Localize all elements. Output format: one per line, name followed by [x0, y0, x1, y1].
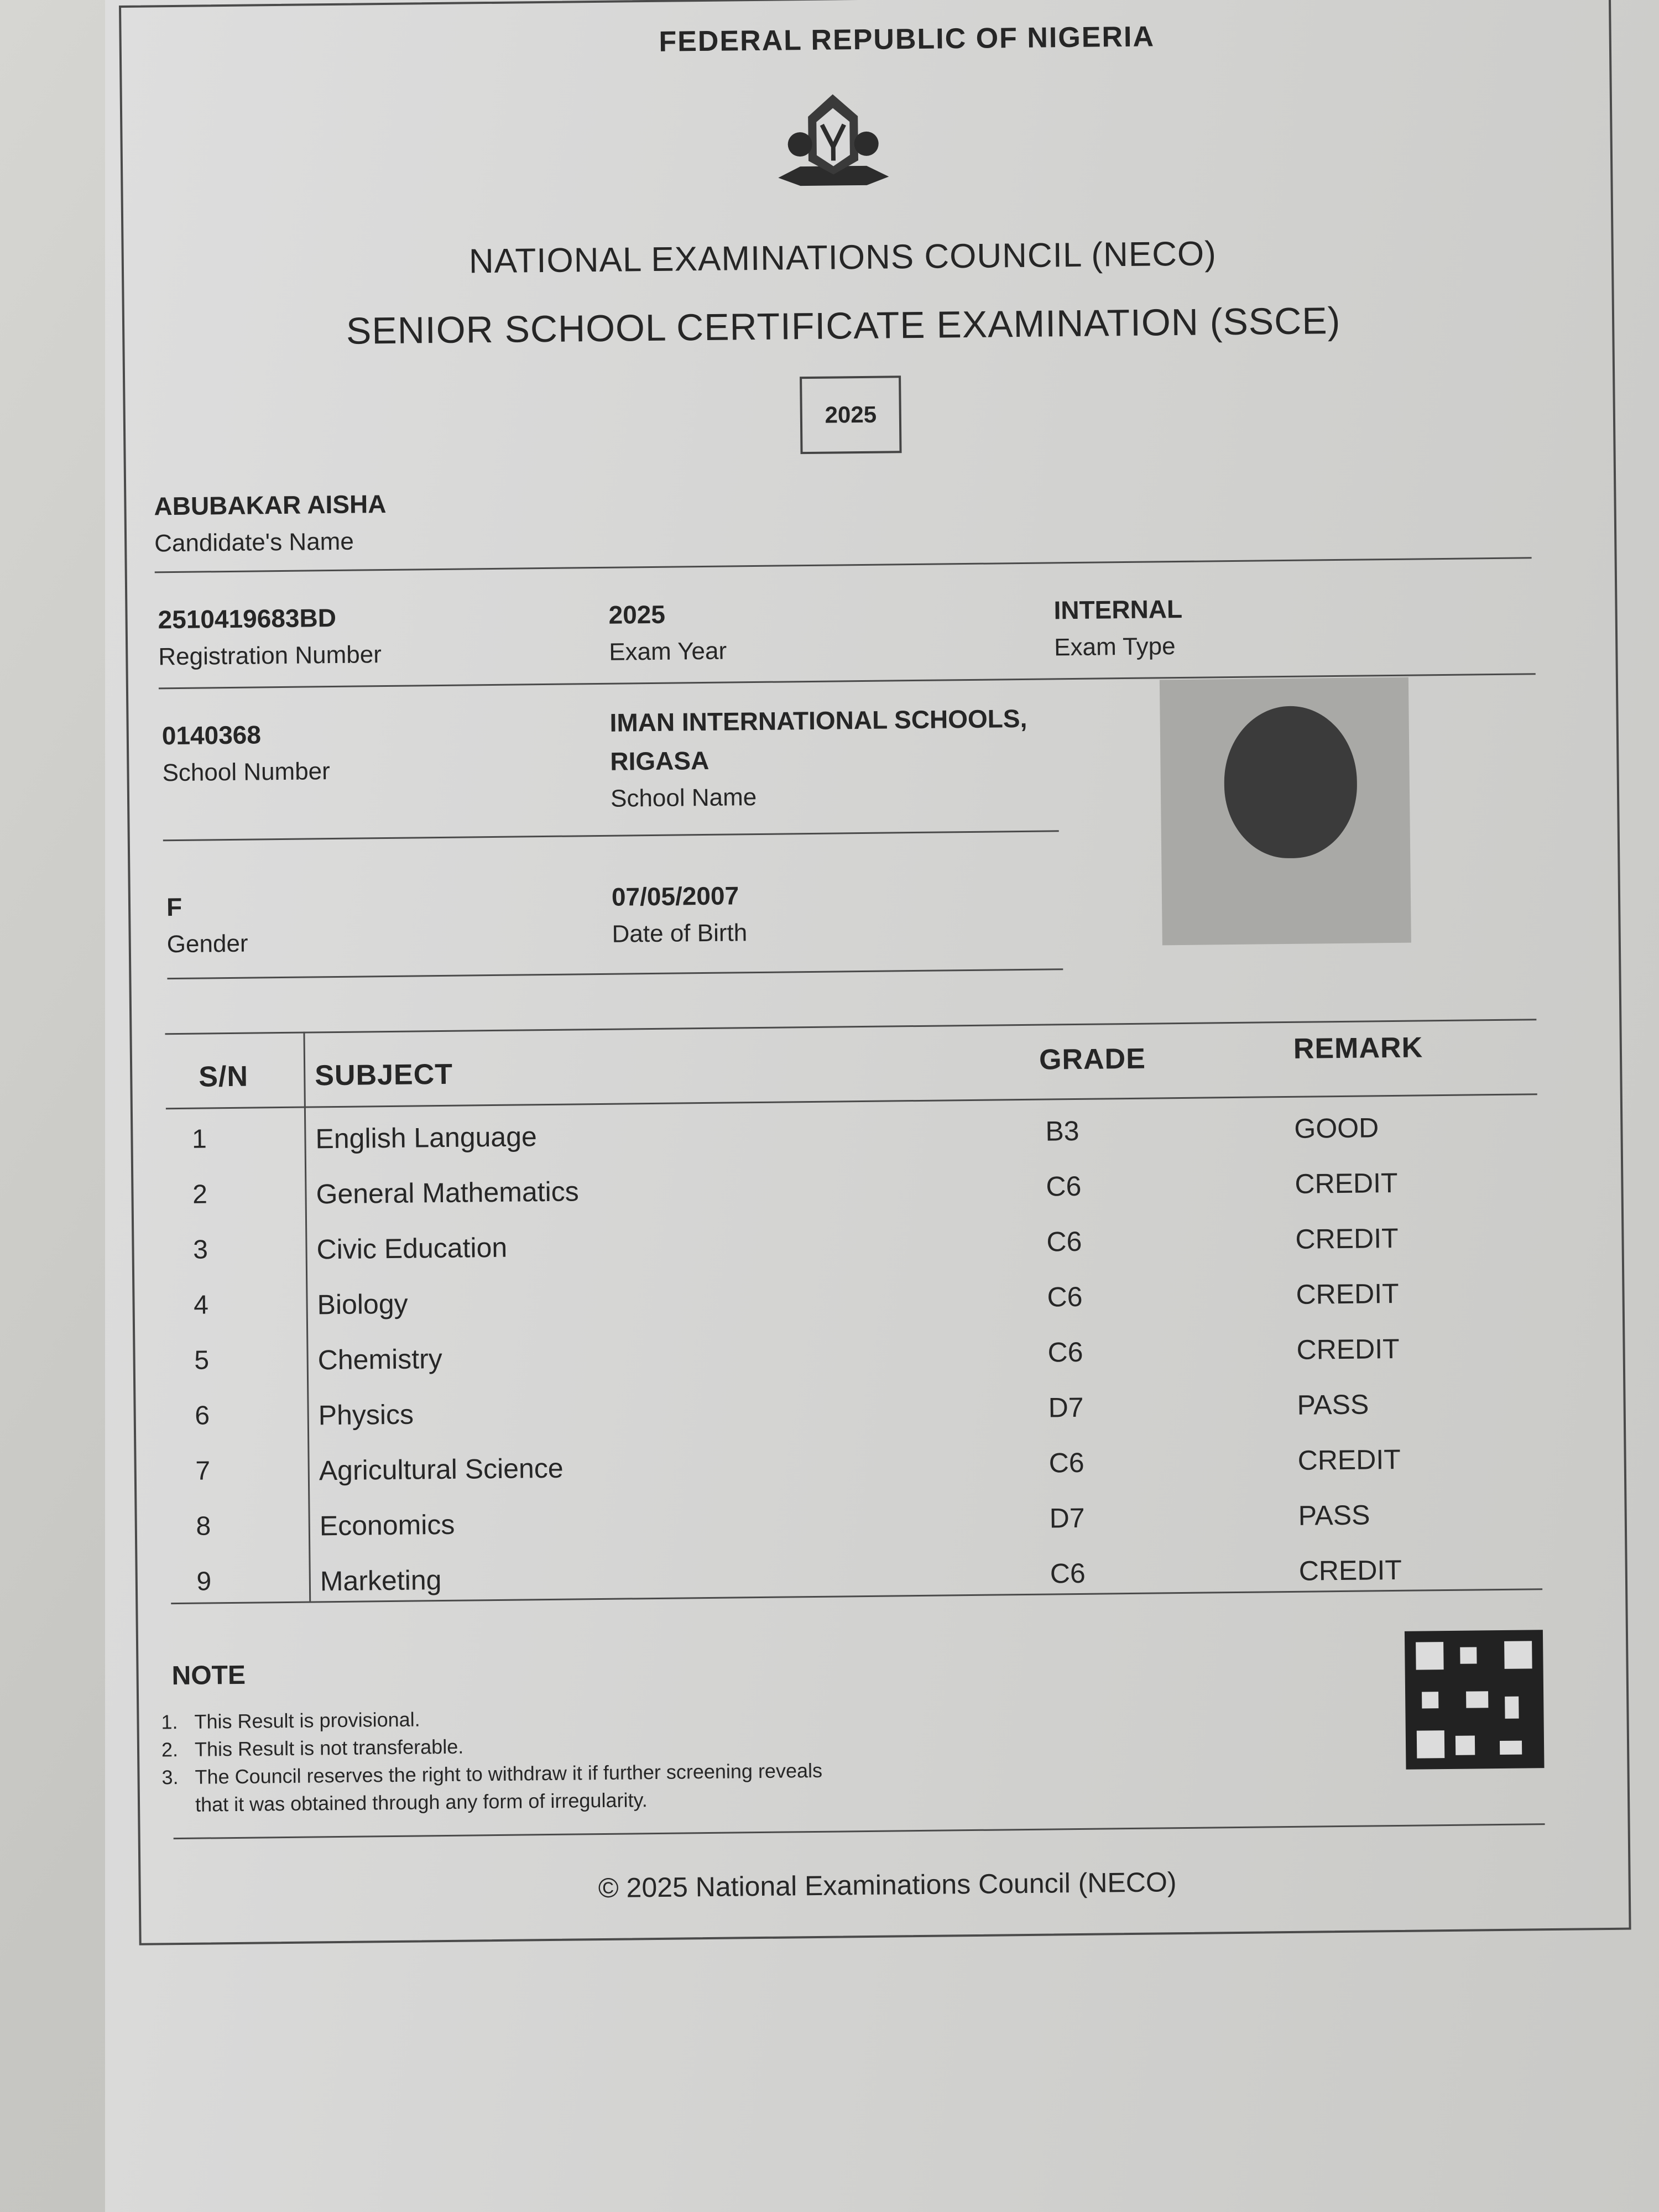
row-remark: CREDIT	[1295, 1222, 1399, 1255]
row-subject: Civic Education	[316, 1232, 508, 1265]
row-grade: C6	[1047, 1281, 1083, 1313]
exam-year-box: 2025	[800, 375, 901, 454]
school-number-label: School Number	[162, 758, 331, 787]
row-remark: CREDIT	[1297, 1443, 1401, 1476]
exam-title: SENIOR SCHOOL CERTIFICATE EXAMINATION (SSCE)	[346, 299, 1341, 352]
row-remark: CREDIT	[1298, 1554, 1402, 1587]
school-number: 0140368	[161, 720, 262, 750]
row-remark: GOOD	[1294, 1112, 1379, 1144]
note-1-text: This Result is provisional.	[194, 1708, 420, 1733]
note-3-number: 3.	[161, 1766, 179, 1789]
candidate-name-label: Candidate's Name	[154, 528, 354, 557]
row-grade: C6	[1046, 1225, 1082, 1258]
footer-divider	[174, 1823, 1545, 1839]
school-name-line1: IMAN INTERNATIONAL SCHOOLS,	[609, 703, 1027, 737]
row-sn: 1	[191, 1124, 207, 1154]
row-remark: CREDIT	[1295, 1167, 1398, 1199]
registration-number: 2510419683BD	[158, 603, 337, 634]
note-3-text: The Council reserves the right to withdraw it if further screening reveals	[195, 1759, 823, 1788]
header-remark: REMARK	[1293, 1031, 1423, 1065]
row-sn: 5	[194, 1345, 210, 1375]
header-grade: GRADE	[1039, 1042, 1146, 1076]
candidate-name: ABUBAKAR AISHA	[154, 489, 387, 521]
gender: F	[166, 892, 182, 922]
divider	[155, 557, 1532, 573]
note-title: NOTE	[171, 1660, 246, 1691]
row-sn: 9	[196, 1567, 212, 1597]
exam-year: 2025	[608, 599, 666, 629]
table-header-border	[166, 1093, 1537, 1109]
school-name-label: School Name	[610, 784, 757, 812]
row-subject: English Language	[315, 1121, 538, 1155]
row-remark: PASS	[1298, 1499, 1370, 1531]
row-sn: 8	[196, 1511, 211, 1541]
row-subject: Agricultural Science	[319, 1452, 564, 1486]
row-subject: Marketing	[320, 1564, 442, 1597]
header-subject: SUBJECT	[314, 1058, 453, 1092]
row-grade: C6	[1046, 1170, 1082, 1202]
row-sn: 4	[193, 1290, 209, 1320]
candidate-face	[1223, 706, 1358, 859]
qr-code-icon	[1405, 1630, 1545, 1770]
row-grade: D7	[1048, 1391, 1084, 1423]
row-sn: 6	[195, 1401, 210, 1431]
divider	[167, 968, 1063, 979]
row-subject: Economics	[319, 1509, 455, 1542]
divider	[163, 830, 1059, 841]
row-subject: Biology	[317, 1288, 408, 1321]
row-grade: C6	[1050, 1557, 1086, 1589]
header-sn: S/N	[198, 1060, 249, 1093]
candidate-photo	[1160, 677, 1411, 946]
row-subject: Chemistry	[317, 1343, 442, 1376]
note-1-number: 1.	[161, 1710, 178, 1734]
result-document	[119, 0, 1631, 1945]
row-subject: General Mathematics	[316, 1176, 579, 1210]
note-3-continuation: that it was obtained through any form of irregularity.	[195, 1788, 648, 1816]
row-sn: 3	[192, 1235, 208, 1265]
row-remark: CREDIT	[1296, 1277, 1399, 1310]
gender-label: Gender	[166, 930, 248, 958]
row-grade: C6	[1048, 1447, 1084, 1479]
row-subject: Physics	[318, 1399, 414, 1431]
exam-year-label: Exam Year	[609, 637, 727, 666]
row-grade: C6	[1047, 1336, 1083, 1368]
exam-type: INTERNAL	[1053, 594, 1183, 625]
row-remark: PASS	[1297, 1389, 1369, 1421]
council-title: NATIONAL EXAMINATIONS COUNCIL (NECO)	[468, 234, 1217, 281]
row-grade: D7	[1049, 1502, 1085, 1534]
republic-title: FEDERAL REPUBLIC OF NIGERIA	[659, 20, 1155, 58]
row-sn: 2	[192, 1180, 208, 1209]
note-2-number: 2.	[161, 1738, 179, 1761]
registration-number-label: Registration Number	[158, 641, 382, 671]
row-grade: B3	[1045, 1115, 1079, 1147]
row-remark: CREDIT	[1296, 1333, 1400, 1365]
coat-of-arms-icon	[766, 82, 900, 195]
copyright: © 2025 National Examinations Council (NECO)	[598, 1866, 1177, 1904]
row-sn: 7	[195, 1456, 211, 1486]
date-of-birth-label: Date of Birth	[612, 919, 748, 948]
exam-type-label: Exam Type	[1053, 633, 1176, 661]
school-name-line2: RIGASA	[610, 745, 709, 776]
date-of-birth: 07/05/2007	[611, 881, 739, 911]
note-2-text: This Result is not transferable.	[194, 1735, 464, 1761]
